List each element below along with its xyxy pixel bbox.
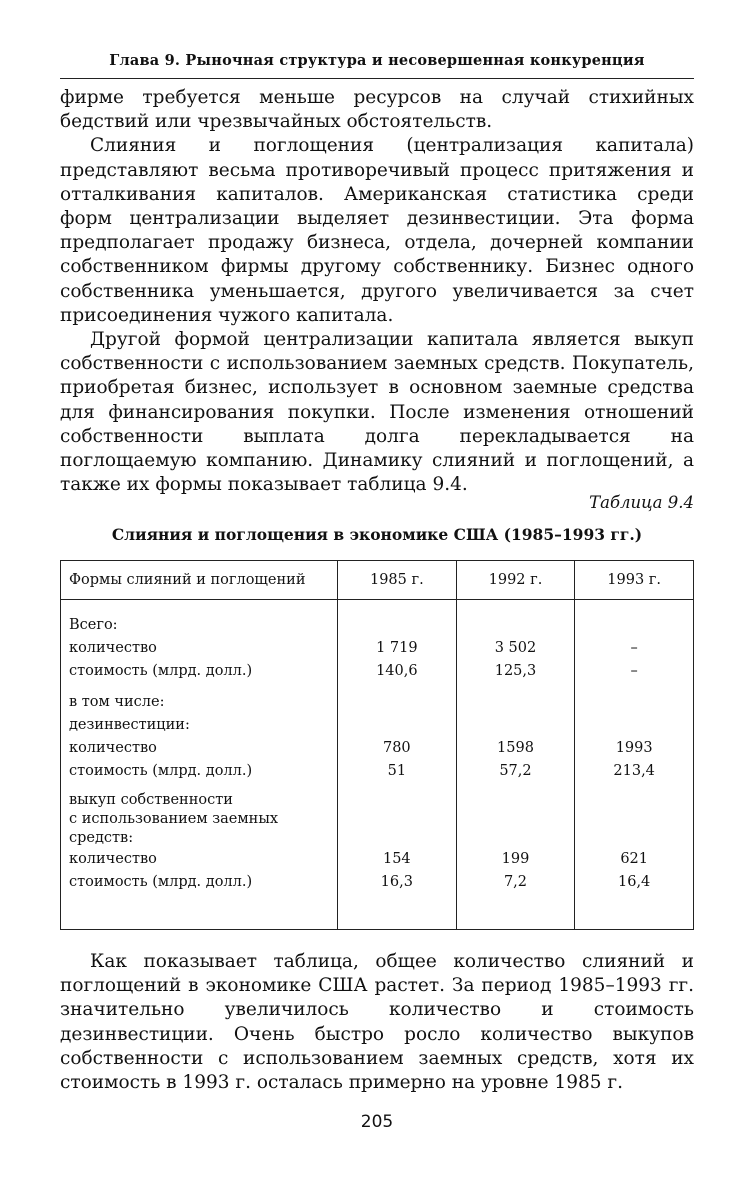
table-cell: – <box>630 663 638 679</box>
table-cell: 140,6 <box>376 663 418 679</box>
table-cell <box>457 810 575 829</box>
mergers-table <box>60 560 694 930</box>
label-column <box>61 600 338 930</box>
table-cell: 51 <box>387 763 407 779</box>
table-cell <box>457 829 575 848</box>
table-cell <box>457 714 575 737</box>
table-cell <box>338 810 456 829</box>
table-header-cell: 1985 г. <box>338 561 457 600</box>
paragraph: Как показывает таблица, общее количество слияний и поглощений в экономике США растет. За период 1985–1993 гг. значительно увеличилось количество и стоимость дезинвестиции. Очень быстро росло количество выкупов собственности с использованием заемных средств, хотя их стоимость в 1993 г. осталась примерно на уровне 1985 г. <box>60 951 694 1094</box>
row-label: количество <box>69 851 157 867</box>
header-rule <box>60 78 694 79</box>
table-cell <box>575 829 693 848</box>
table-cell: 1598 <box>497 740 534 756</box>
table-cell: 621 <box>620 851 648 867</box>
table-cell <box>338 791 456 810</box>
table-cell <box>575 791 693 810</box>
table-cell: 1 719 <box>376 640 418 656</box>
row-label: в том числе: <box>69 694 165 710</box>
table-cell <box>338 691 456 714</box>
value-column-1993 <box>575 600 694 930</box>
paragraph: Слияния и поглощения (централизация капитала) представляют весьма противоречивый процесс притяжения и отталкивания капиталов. Американская статистика среди форм централизации выделяет дезинвестиции. Эта форма предполагает продажу бизнеса, отдела, дочерней компании собственником фирмы другому собственнику. Бизнес одного собственника уменьшается, другого увеличивается за счет присоединения чужого капитала. <box>60 135 694 326</box>
table-cell <box>575 810 693 829</box>
running-header: Глава 9. Рыночная структура и несовершенная конкуренция <box>109 52 645 69</box>
table-header-cell: Формы слияний и поглощений <box>61 561 338 600</box>
table-header-cell: 1992 г. <box>456 561 575 600</box>
row-label: дезинвестиции: <box>69 717 190 733</box>
table-cell: 16,4 <box>618 874 651 890</box>
table-cell: 7,2 <box>503 874 528 890</box>
table-cell: 199 <box>501 851 530 867</box>
table-cell <box>338 714 456 737</box>
table-cell <box>575 691 693 714</box>
table-cell: 1993 <box>615 740 653 756</box>
row-label: стоимость (млрд. долл.) <box>69 663 253 679</box>
table-number: Таблица 9.4 <box>589 493 694 512</box>
row-label: с использованием заемных <box>69 811 279 827</box>
row-label: количество <box>69 640 157 656</box>
table-cell <box>457 791 575 810</box>
row-label: стоимость (млрд. долл.) <box>69 763 253 779</box>
paragraph: Другой формой централизации капитала является выкуп собственности с использованием заемных средств. Покупатель, приобретая бизнес, использует в основном заемные средства для финансирования покупки. После изменения отношений собственности выплата долга перекладывается на поглощаемую компанию. Динамику слияний и поглощений, а также их формы показывает таблица 9.4. <box>60 329 694 496</box>
table-cell: 213,4 <box>613 763 655 779</box>
row-label: количество <box>69 740 157 756</box>
table-cell <box>575 714 693 737</box>
table-cell <box>575 614 693 637</box>
table-cell: 154 <box>382 851 411 867</box>
paragraph: фирме требуется меньше ресурсов на случай стихийных бедствий или чрезвычайных обстоятельств. <box>60 87 694 133</box>
value-column-1992 <box>456 600 575 930</box>
table-cell <box>338 829 456 848</box>
table-header-cell: 1993 г. <box>575 561 694 600</box>
table-cell: 780 <box>382 740 411 756</box>
table-cell: 16,3 <box>380 874 413 890</box>
table-cell <box>338 614 456 637</box>
page-number: 205 <box>360 1112 394 1132</box>
table-cell: 125,3 <box>494 663 537 679</box>
table-cell: 57,2 <box>499 763 532 779</box>
table-cell <box>457 614 575 637</box>
row-label: стоимость (млрд. долл.) <box>69 874 253 890</box>
table-cell: – <box>630 640 638 656</box>
value-column-1985 <box>338 600 457 930</box>
row-label: выкуп собственности <box>69 792 233 808</box>
table-cell: 3 502 <box>494 640 537 656</box>
body-text-top <box>60 86 694 497</box>
table-title: Слияния и поглощения в экономике США (1985–1993 гг.) <box>111 525 643 544</box>
body-text-bottom <box>60 950 694 1095</box>
row-label: Всего: <box>69 617 118 633</box>
table-cell <box>457 691 575 714</box>
row-label: средств: <box>69 830 134 846</box>
